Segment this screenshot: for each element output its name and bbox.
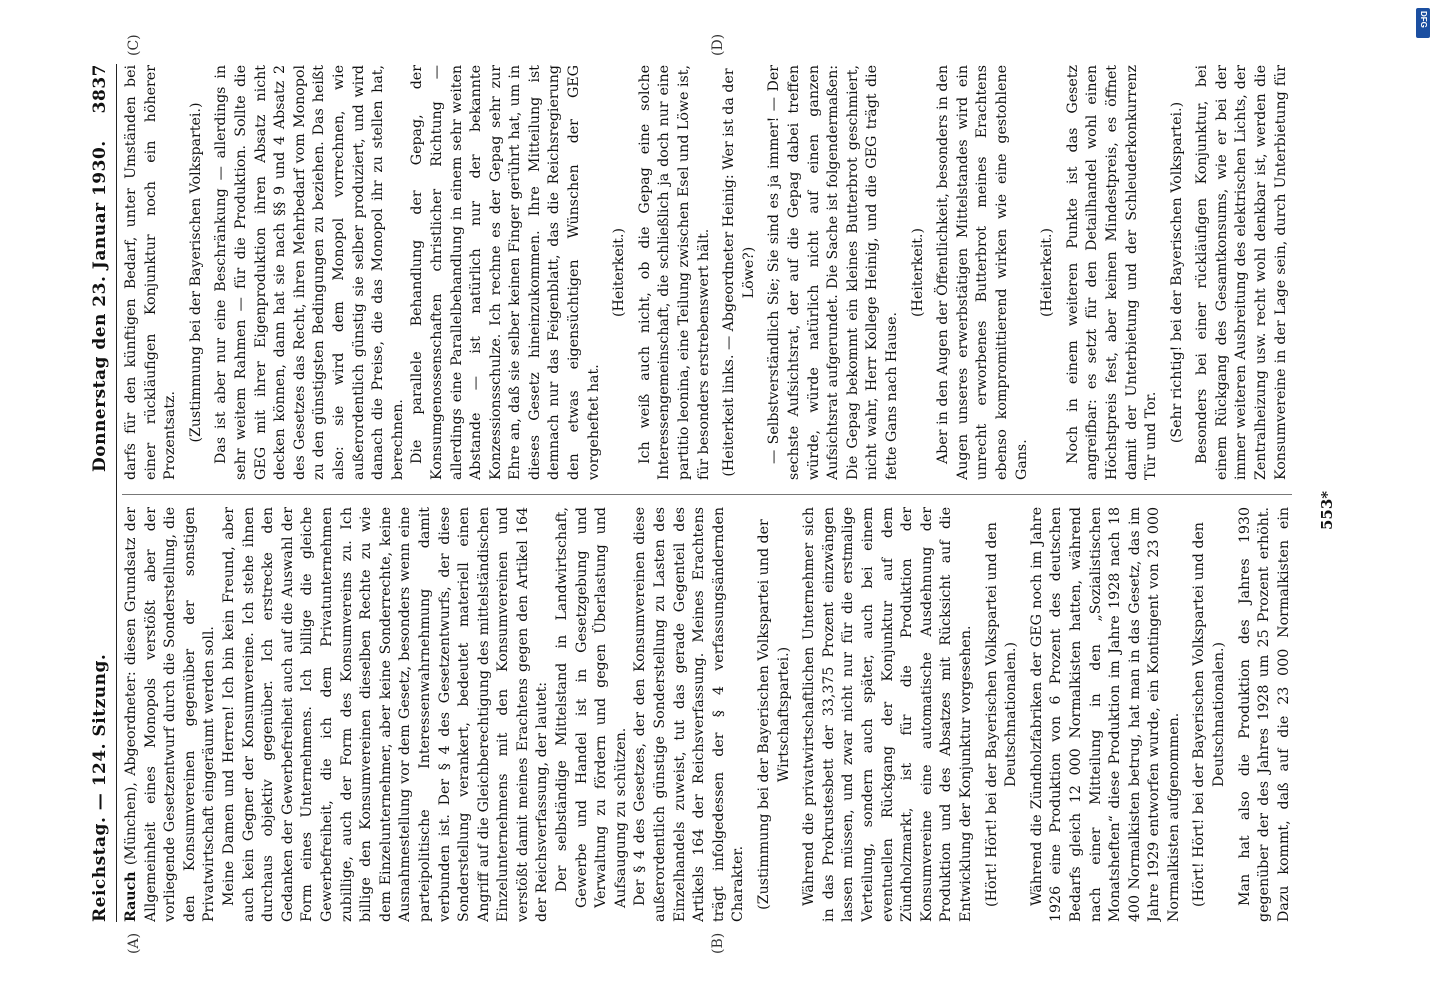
- dfg-logo: DFG: [1416, 8, 1430, 38]
- right-column-paragraph: [122, 65, 181, 480]
- paragraph-text: Die parallele Behandlung der Gepag, der Konsumgenossenschaften christlicher Richtung — allerdings eine Parallelbehandlung in einem sehr weiten Abstande — ist natürlich nur der bekannte Konzessionsschulze. Ich rechne es der Gepag sehr zur Ehre an, daß sie selber keinen Finger gerührt hat, um in dieses Gesetz hineinzukommen. Ihre Mitteilung ist demnach nur das Feigenblatt, das die Reichsregierung den etwas eigensüchtigen Wünschen der GEG vorgeheftet hat.: [409, 65, 602, 480]
- left-column: [122, 507, 1292, 922]
- right-column-paragraph: [720, 65, 759, 480]
- paragraph-text: (Heiterkeit.): [611, 228, 628, 317]
- paragraph-text: Der selbständige Mittelstand in Landwirtschaft, Gewerbe und Handel ist in Gesetzgebung und Verwaltung zu fördern und gegen Überlastung und Aufsaugung zu schützen.: [554, 507, 629, 908]
- left-column-paragraph: [800, 507, 976, 922]
- right-column-paragraph: [1038, 65, 1058, 480]
- paragraph-text: (Hört! Hört! bei der Bayerischen Volkspartei und den Deutschnationalen.): [1191, 522, 1228, 907]
- paragraph-text: Noch in einem weiteren Punkte ist das Gesetz angreifbar: es setzt für den Detailhandel wohl einen Höchstpreis fest, aber keinen Mindestpreis, es öffnet damit der Unterbietung und der Schleuderkonkurrenz Tür und Tor.: [1064, 65, 1160, 480]
- right-column-paragraph: [765, 65, 902, 480]
- paragraph-text: Ich weiß auch nicht, ob die Gepag eine solche Interessengemeinschaft, die schließlich ja doch nur eine partitio leonina, eine Teilung zwischen Esel und Löwe ist, für besonders erstrebenswert hält.: [636, 65, 712, 480]
- right-column-paragraph: [408, 65, 604, 480]
- paragraph-text: (Zustimmung bei der Bayerischen Volkspartei.): [187, 102, 204, 443]
- left-column-paragraph: [220, 507, 553, 922]
- paragraph-text: Der § 4 des Gesetzes, der den Konsumvereinen diese außerordentlich günstige Sonderstellung zu Lasten des Einzelhandels zuweist, tut das gerade Gegenteil des Artikels 164 der Reichsverfassung. Meines Erachtens trägt infolgedessen der § 4 verfassungsändernden Charakter.: [632, 507, 747, 922]
- right-column-paragraph: [1193, 65, 1292, 480]
- left-column-paragraph: [1236, 507, 1292, 922]
- paragraph-text: (Zustimmung bei der Bayerischen Volkspartei und der Wirtschaftspartei.): [756, 519, 792, 910]
- right-column-paragraph: [1064, 65, 1162, 480]
- right-column: [122, 65, 1292, 480]
- digitisation-notice: [1412, 0, 1434, 1000]
- running-head: [86, 64, 117, 922]
- left-column-paragraph: [1190, 507, 1229, 922]
- paragraph-text: Während die Zündholzfabriken der GEG noch im Jahre 1926 eine Produktion von 6 Prozent des deutschen Bedarfs gleich 12 000 Normalkisten hatten, während nach einer Mitteilung in den „Sozialistischen Monatsheften“ diese Produktion im Jahre 1928 nach 18 400 Normalkisten betrug, hat man in das Gesetz, das im Jahre 1929 entworfen wurde, ein Kontingent von 23 000 Normalkisten aufgenommen.: [1028, 507, 1182, 922]
- signature-mark: 553*: [1318, 490, 1336, 530]
- running-head-session: Reichstag. — 124. Sitzung.: [90, 653, 110, 922]
- left-column-paragraph: [122, 507, 220, 922]
- left-column-paragraph: [755, 507, 794, 922]
- margin-letter-c: (C): [126, 34, 142, 56]
- paragraph-text: — Selbstverständlich Sie; Sie sind es ja immer! — Der sechste Aufsichtsrat, der auf die Gepag dabei treffen würde, würde natürlich nicht auf einen ganzen Aufsichtsrat aufgerundet. Die Sache ist folgendermaßen: Die Gepag bekommt ein kleines Butterbrot geschmiert, nicht wahr, Herr Kollege Heinig, und die GEG trägt die fette Gans nach Hause.: [766, 65, 900, 480]
- right-column-paragraph: [909, 65, 929, 480]
- paragraph-text: Das ist aber nur eine Beschränkung — allerdings in sehr weitem Rahmen — für die Produktion. Sollte die GEG mit ihrer Eigenproduktion ihren Absatz nicht decken können, dann hat sie nach §§ 9 und 4 Absatz 2 des Gesetzes das Recht, ihren Mehrbedarf vom Monopol zu den günstigsten Bedingungen zu beziehen. Das heißt also: sie wird dem Monopol vorrechnen, wie außerordentlich günstig sie selber produziert, und wird danach die Preise, die das Monopol ihr zu stellen hat, berechnen.: [213, 65, 406, 480]
- paragraph-text: Während die privatwirtschaftlichen Unternehmer sich in das Prokrustesbett der 33,375 Prozent einzwängen lassen müssen, und zwar nicht nur für die erstmalige Verteilung, sondern auch später, auch bei einem eventuellen Rückgang der Konjunktur auf dem Zündholzmarkt, ist für die Produktion der Konsumvereine eine automatische Ausdehnung der Produktion und des Absatzes mit Rücksicht auf die Entwicklung der Konjunktur vorgesehen.: [801, 507, 974, 922]
- right-column-paragraph: [187, 65, 207, 480]
- speaker-name: Rauch: [123, 871, 139, 922]
- right-column-paragraph: [1168, 65, 1188, 480]
- margin-letter-a: (A): [126, 932, 142, 954]
- paragraph-text: darfs für den künftigen Bedarf, unter Umständen bei einer rückläufigen Konjunktur noch ein höherer Prozentsatz.: [123, 65, 179, 480]
- right-column-paragraph: [934, 65, 1032, 480]
- paragraph-text: Aber in den Augen der Öffentlichkeit, besonders in den Augen unseres erwerbstätigen Mittelstandes wird ein unrecht erworbenes Butterbrot meines Erachtens ebenso kompromittierend wirken wie eine gestohlene Gans.: [935, 65, 1030, 480]
- left-column-paragraph: [631, 507, 749, 922]
- paragraph-text: (Heiterkeit links. — Abgeordneter Heinig: Wer ist da der Löwe?): [721, 68, 757, 477]
- right-column-paragraph: [212, 65, 408, 480]
- paragraph-text: Meine Damen und Herren! Ich bin kein Freund, aber auch kein Gegner der Konsumvereine. Ich stehe ihnen durchaus objektiv gegenüber. Ich erstrecke den Gedanken der Gewerbefreiheit auch auf die Auswahl der Form eines Unternehmens. Ich billige die gleiche Gewerbefreiheit, die ich dem Privatunternehmen zubillige, auch der Form des Konsumvereins zu. Ich billige den Konsumvereinen dieselben Rechte zu wie dem Einzelunternehmer, aber keine Sonderrechte, keine Ausnahmestellung vor dem Gesetz, besonders wenn eine parteipolitische Interessenwahrnehmung damit verbunden ist. Der § 4 des Gesetzentwurfs, der diese Sonderstellung verankert, bedeutet materiell einen Angriff auf die Gleichberechtigung des mittelständischen Einzelunternehmens mit den Konsumvereinen und verstößt damit meines Erachtens gegen den Artikel 164 der Reichsverfassung, der lautet:: [220, 507, 551, 922]
- page-number: 3837: [90, 64, 110, 114]
- paragraph-text: (Sehr richtig! bei der Bayerischen Volkspartei.): [1168, 101, 1185, 444]
- margin-letter-b: (B): [710, 932, 726, 954]
- paragraph-text: Man hat also die Produktion des Jahres 1930 gegenüber der des Jahres 1928 um 25 Prozent erhöht. Dazu kommt, daß auf die 23 000 Normalkisten ein: [1236, 507, 1292, 922]
- right-column-paragraph: [636, 65, 714, 480]
- paragraph-text: (Hört! Hört! bei der Bayerischen Volkspartei und den Deutschnationalen.): [983, 522, 1020, 907]
- right-column-paragraph: [610, 65, 630, 480]
- paragraph-text: (München), Abgeordneter: diesen Grundsatz der Allgemeinheit eines Monopols verstößt aber der vorliegende Gesetzentwurf durch die Sonderstellung, die den Konsumvereinen gegenüber der sonstigen Privatwirtschaft eingeräumt werden soll.: [123, 507, 218, 922]
- left-column-paragraph: [983, 507, 1022, 922]
- paragraph-text: (Heiterkeit.): [1039, 228, 1056, 317]
- margin-letter-d: (D): [710, 33, 726, 56]
- column-divider: [122, 494, 1292, 495]
- paragraph-text: Besonders bei einer rückläufigen Konjunktur, bei einem Rückgang des Gesamtkonsums, wie er bei der immer weiteren Ausbreitung des elektrischen Lichts, der Zentralheizung usw. recht wohl denkbar ist, werden die Konsumvereine in der Lage sein, durch Unterbietung für: [1194, 65, 1289, 480]
- left-column-paragraph: [553, 507, 631, 922]
- running-head-date: Donnerstag den 23. Januar 1930.: [90, 140, 110, 472]
- left-column-paragraph: [1028, 507, 1185, 922]
- paragraph-text: (Heiterkeit.): [909, 228, 926, 317]
